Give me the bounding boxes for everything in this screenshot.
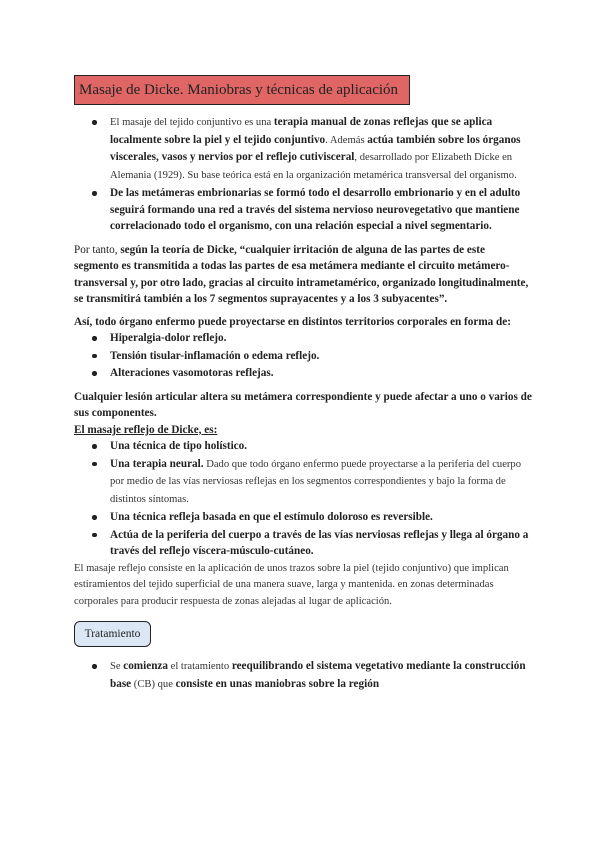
list-item: Una técnica de tipo holístico. (110, 438, 532, 455)
dicke-list (74, 438, 532, 560)
list-item: Una técnica refleja basada en que el estímulo doloroso es reversible. (110, 509, 532, 526)
section-heading: El masaje reflejo de Dicke, es: (74, 423, 218, 436)
list-item: Se comienza el tratamiento reequilibrando el sistema vegetativo mediante la construcción base (CB) que consiste en unas maniobras sobre la región (110, 658, 532, 693)
list-item: Tensión tisular-inflamación o edema reflejo. (110, 348, 532, 365)
list-item: Actúa de la periferia del cuerpo a través de las vías nerviosas reflejas y llega al órgano a través del reflejo víscera-músculo-cutáneo. (110, 527, 532, 560)
paragraph-theory: Por tanto, según la teoría de Dicke, “cualquier irritación de alguna de las partes de este segmento es transmitida a todas las partes de esa metámera mediante el circuito metámero-transversal y, por otro lado, gracias al circuito intrametamérico, organizado longitudinalmente, se transmitirá también a los 7 segmentos suprayacentes y a los 3 subyacentes”. (74, 243, 529, 305)
organ-list (74, 330, 532, 382)
intro-list (74, 114, 532, 235)
paragraph-lesion: Cualquier lesión articular altera su metámera correspondiente y puede afectar a uno o varios de sus componentes. (74, 390, 532, 419)
list-item: Hiperalgia-dolor reflejo. (110, 330, 532, 347)
document-title: Masaje de Dicke. Maniobras y técnicas de aplicación (74, 75, 410, 105)
tratamiento-label: Tratamiento (74, 621, 151, 647)
list-item: El masaje del tejido conjuntivo es una terapia manual de zonas reflejas que se aplica localmente sobre la piel y el tejido conjuntivo. Además actúa también sobre los órganos viscerales, vasos y nervios por el reflejo cutivisceral, desarrollado por Elizabeth Dicke en Alemania (1929). Su base teórica está en la organización metamérica transversal del organismo. (110, 114, 532, 184)
list-item: Una terapia neural. Dado que todo órgano enfermo puede proyectarse a la periferia del cuerpo por medio de las vías nerviosas reflejas en los segmentos correspondientes y bajo la forma de distintos síntomas. (110, 456, 532, 509)
document-body (74, 114, 532, 694)
paragraph-consiste: El masaje reflejo consiste en la aplicación de unos trazos sobre la piel (tejido conjuntivo) que implican estiramientos del tejido superficial de una manera suave, larga y mantenida. en zonas determinadas corporales para producir respuesta de zonas alejadas al lugar de aplicación. (74, 562, 509, 607)
list-item: De las metámeras embrionarias se formó todo el desarrollo embrionario y en el adulto seguirá formando una red a través del sistema nervioso neurovegetativo que mantiene correlacionado todo el organismo, con una relación especial a nivel segmentario. (110, 185, 532, 235)
final-list (74, 658, 532, 693)
paragraph-organ: Así, todo órgano enfermo puede proyectarse en distintos territorios corporales en forma de: (74, 315, 511, 328)
list-item: Alteraciones vasomotoras reflejas. (110, 365, 532, 382)
